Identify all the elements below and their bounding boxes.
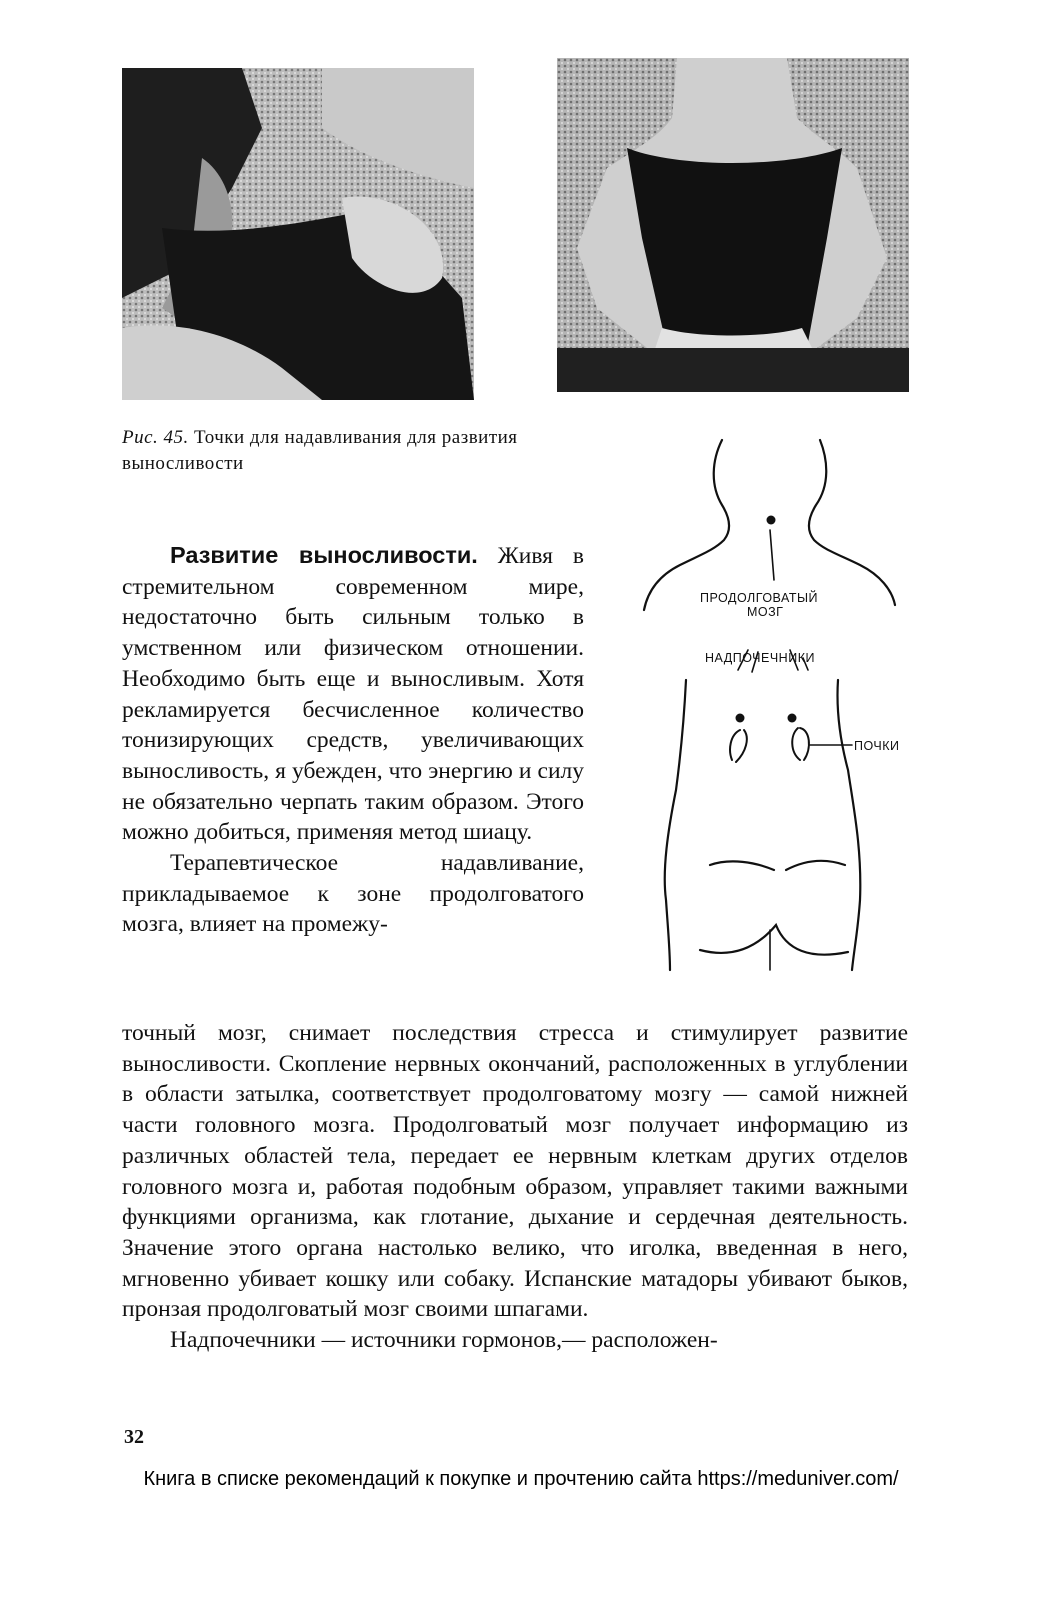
label-adrenals: НАДПОЧЕЧНИКИ: [705, 651, 815, 665]
figure-caption: [122, 425, 542, 477]
paragraph-1: Живя в стремительном современном мире, недостаточно быть сильным только в умственном или физическом отношении. Необходимо быть еще и выносливым. Хотя рекламируется бесчисленное количество тонизирующих средств, увеличивающих выносливость, я убежден, что энергию и силу не обязательно черпать таким образом. Этого можно добиться, применяя метод шиацу.: [122, 543, 584, 846]
photo-hands-on-lower-back: [557, 58, 909, 392]
page-number: 32: [124, 1426, 144, 1448]
body-text-wide: [122, 1018, 908, 1356]
body-points-diagram: [640, 430, 930, 980]
footer-note: Книга в списке рекомендаций к покупке и прочтению сайта https://meduniver.com/: [143, 1468, 899, 1490]
label-medulla-2: МОЗГ: [747, 605, 784, 619]
body-text-narrow: [122, 540, 584, 940]
figure-caption-label: Рис. 45.: [122, 427, 189, 448]
label-kidneys: ПОЧКИ: [854, 739, 900, 753]
paragraph-2-rest: точный мозг, снимает последствия стресса и стимулирует развитие выносливости. Скопление нервных окончаний, расположенных в углублении в области затылка, соответствует продолговатому мозгу — самой нижней части головного мозга. Продолговатый мозг получает информацию из различных областей тела, передает ее нервным клеткам других отделов головного мозга и, работая подобным образом, управляет такими важными функциями организма, как глотание, дыхание и сердечная деятельность. Значение этого органа настолько велико, что иголка, введенная в него, мгновенно убивает кошку или собаку. Испанские матадоры убивают быков, пронзая продолговатый мозг своими шпагами.: [122, 1020, 908, 1323]
paragraph-2-start: Терапевтическое надавливание, прикладываемое к зоне продолговатого мозга, влияет на промежу-: [122, 850, 584, 938]
paragraph-3: Надпочечники — источники гормонов,— расположен-: [170, 1327, 718, 1354]
section-heading: Развитие выносливости.: [170, 542, 478, 568]
label-medulla: ПРОДОЛГОВАТЫЙ: [700, 591, 819, 605]
photo-hands-on-neck: [122, 68, 474, 400]
figure-caption-text: Точки для надавливания для развития выносливости: [122, 427, 518, 474]
